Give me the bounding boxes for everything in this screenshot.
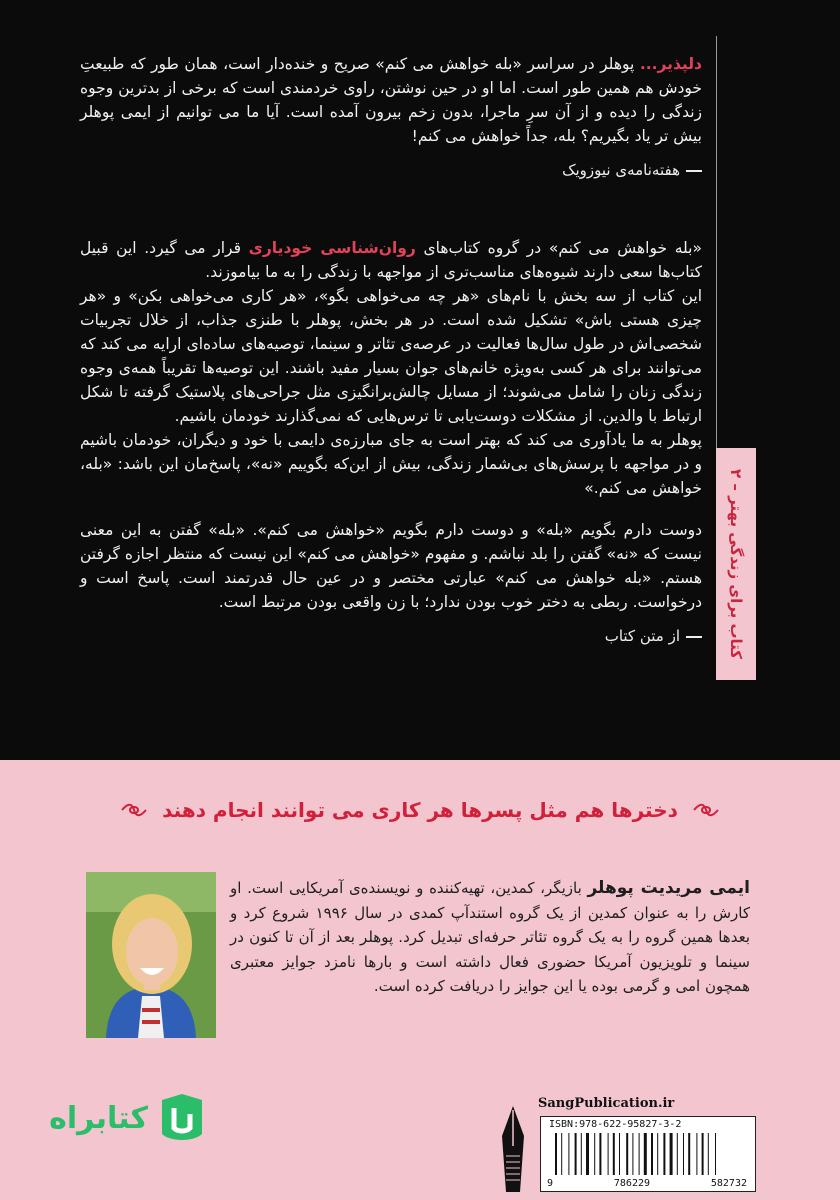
barcode-bar bbox=[677, 1133, 678, 1175]
barcode-bar bbox=[586, 1133, 589, 1175]
barcode-bar bbox=[555, 1133, 557, 1175]
ornament-icon bbox=[120, 801, 148, 819]
review-text: پوهلر در سراسر «بله خواهش می کنم» صریح و خنده‌دار است، همان طور که طبیعتِ خودش هم همین طور است. اما او در حین نوشتن، راوی خردمندی است که برخی از بدترین وجوه زندگی را دیده و از آن سرِ ماجرا، بدون زخم بیرون آمده است. آیا ما می توانیم از ایمی پوهلر بیش تر یاد بگیریم؟ بله، جداً خواهش می کنم! bbox=[80, 55, 702, 145]
review-source bbox=[80, 158, 702, 182]
series-label: کتاب برای زندگی بهتر – ۲ bbox=[727, 469, 745, 659]
barcode-bar bbox=[594, 1133, 595, 1175]
pen-nib-icon bbox=[498, 1106, 528, 1196]
barcode-bar bbox=[644, 1133, 647, 1175]
description-p1 bbox=[80, 236, 702, 284]
excerpt-source-label: از متن کتاب bbox=[604, 627, 680, 645]
barcode-bar bbox=[715, 1133, 716, 1175]
ornament-icon bbox=[692, 801, 720, 819]
barcode-bar bbox=[702, 1133, 704, 1175]
isbn-text: ISBN:978-622-95827-3-2 bbox=[549, 1119, 682, 1130]
barcode-bar bbox=[613, 1133, 615, 1175]
barcode-bar bbox=[626, 1133, 628, 1175]
excerpt-text: دوست دارم بگویم «بله» و دوست دارم بگویم «خواهش می کنم». «بله» گفتن به این معنی نیست که «نه» گفتن را بلد نباشم. و مفهوم «خواهش می کنم» این نیست که منتظر اجازه گرفتن هستم. «بله خواهش می کنم» عبارتی مختصر و در عین حال قدرتمند است. پاسخ است و درخواست. ربطی به دختر خوب بودن ندارد؛ با زن واقعی بودن مرتبط است. bbox=[80, 521, 702, 611]
description-p1-after: قرار می گیرد. این قبیل کتاب‌ها سعی دارند شیوه‌های مناسب‌تری از مواجهه با زندگی را به ما بیاموزند. bbox=[80, 239, 702, 281]
barcode-digits bbox=[547, 1178, 747, 1189]
barcode-bar bbox=[639, 1133, 640, 1175]
excerpt-block bbox=[80, 518, 702, 648]
excerpt-source bbox=[80, 624, 702, 648]
barcode-bar bbox=[599, 1133, 601, 1175]
barcode-bar bbox=[632, 1133, 633, 1175]
description-p1-before: «بله خواهش می کنم» در گروه کتاب‌های bbox=[415, 239, 702, 257]
barcode-bars bbox=[555, 1133, 741, 1175]
dash-icon bbox=[686, 636, 702, 638]
barcode-bar bbox=[688, 1133, 690, 1175]
barcode-bar bbox=[581, 1133, 582, 1175]
author-photo bbox=[86, 872, 216, 1038]
barcode-bar bbox=[657, 1133, 658, 1175]
publisher-logo bbox=[40, 1088, 210, 1148]
author-bio-text: بازیگر، کمدین، تهیه‌کننده و نویسنده‌ی آمریکایی است. او کارش را به عنوان کمدین از یک گروه استندآپ کمدی در سال ۱۹۹۶ شروع کرد و بعدها همین گروه را به یک گروه تئاتر حرفه‌ای تبدیل کرد. پوهلر بعد از آن تا کنون در سینما و تلویزیون آمریکا حضوری فعال داشته است و بارها نامزد جوایز معتبری همچون امی و گرمی بوده یا این جوایز را دریافت کرده است. bbox=[230, 879, 751, 995]
drip-edge bbox=[0, 690, 840, 780]
tagline-text: دخترها هم مثل پسرها هر کاری می توانند انجام دهند bbox=[162, 798, 678, 822]
barcode-bar bbox=[670, 1133, 673, 1175]
barcode-bar bbox=[619, 1133, 620, 1175]
barcode-digits-left: 786229 bbox=[613, 1178, 651, 1189]
series-label-box bbox=[716, 448, 756, 680]
barcode-bar bbox=[663, 1133, 665, 1175]
barcode-block bbox=[498, 1096, 798, 1196]
publisher-website[interactable]: SangPublication.ir bbox=[538, 1096, 675, 1111]
review-source-label: هفته‌نامه‌ی نیوزویک bbox=[562, 161, 680, 179]
description-p2: این کتاب از سه بخش با نام‌های «هر چه می‌خواهی بگو»، «هر کاری می‌خواهی بکن» و «هر چیزی هستی باش» تشکیل شده است. در هر بخش، پوهلر با طنزی جذاب، از خلال تجربیات شخصی‌اش در طول سال‌ها فعالیت در عرصه‌ی تئاتر و سینما، توصیه‌های ساده‌ای ارایه می کند که می‌توانند برای هر کسی به‌ویژه خانم‌های جوان بسیار مفید باشند. این توصیه‌ها تقریباً همه‌ی وجوه زندگی زنان را شامل می‌شوند؛ از مسایل چالش‌برانگیزی مثل جراحی‌های پلاستیک گرفته تا شکل ارتباط با والدین. از مشکلات دوست‌یابی تا ترس‌هایی که نمی‌گذارند خودمان باشیم. bbox=[80, 287, 702, 425]
barcode-bar bbox=[696, 1133, 697, 1175]
barcode-bar bbox=[608, 1133, 609, 1175]
tagline bbox=[100, 798, 740, 822]
barcode-bar bbox=[683, 1133, 684, 1175]
description-p3: پوهلر به ما یادآوری می کند که بهتر است به جای مبارزه‌ی دایمی با خود و دیگران، خودمان باشیم و در مواجهه با پرسش‌های بی‌شمار زندگی، بیش از این‌که بگوییم «نه»، پاسخ‌مان این باشد: «بله، خواهش می کنم.» bbox=[80, 431, 702, 497]
logo-text: کتابراه bbox=[49, 1100, 148, 1136]
barcode-bar bbox=[651, 1133, 653, 1175]
author-name: ایمی مریدیت پوهلر bbox=[587, 878, 751, 898]
review-quote bbox=[80, 52, 702, 148]
review-lead: دلپذیر... bbox=[639, 55, 702, 73]
barcode-digits-right: 582732 bbox=[710, 1178, 747, 1189]
author-bio bbox=[230, 876, 750, 999]
genre-highlight: روان‌شناسی خودیاری bbox=[248, 239, 416, 257]
dash-icon bbox=[686, 170, 702, 172]
barcode-bar bbox=[561, 1133, 562, 1175]
review-block bbox=[80, 52, 702, 182]
book-logo-icon bbox=[154, 1090, 210, 1146]
description-block bbox=[80, 236, 702, 500]
barcode-bar bbox=[575, 1133, 577, 1175]
barcode-bar bbox=[708, 1133, 709, 1175]
isbn-barcode bbox=[540, 1116, 756, 1192]
barcode-bar bbox=[568, 1133, 569, 1175]
barcode-digit-lead: 9 bbox=[547, 1178, 554, 1189]
